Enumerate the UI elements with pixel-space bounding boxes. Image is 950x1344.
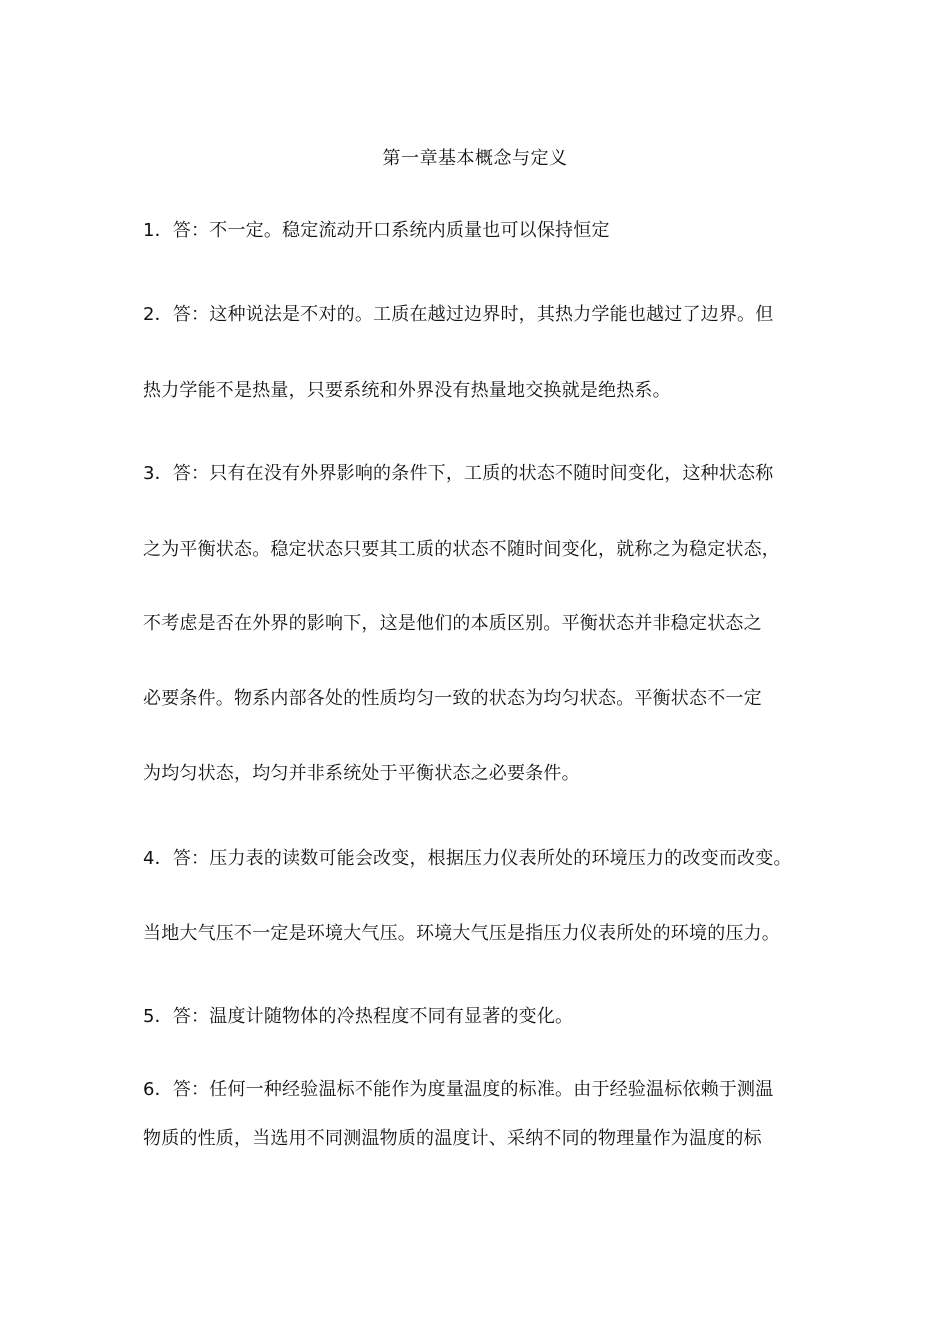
answer-1-line-1: 1．答：不一定。稳定流动开口系统内质量也可以保持恒定 [143,220,610,241]
answer-3-line-3: 不考虑是否在外界的影响下，这是他们的本质区别。平衡状态并非稳定状态之 [143,613,762,634]
answer-5-line-1: 5．答：温度计随物体的冷热程度不同有显著的变化。 [143,1006,574,1027]
answer-3-line-1: 3．答：只有在没有外界影响的条件下，工质的状态不随时间变化，这种状态称 [143,463,774,484]
answer-2-line-1: 2．答：这种说法是不对的。工质在越过边界时，其热力学能也越过了边界。但 [143,304,774,325]
answer-3-line-4: 必要条件。物系内部各处的性质均匀一致的状态为均匀状态。平衡状态不一定 [143,688,762,709]
answer-3-line-5: 为均匀状态，均匀并非系统处于平衡状态之必要条件。 [143,763,580,784]
answer-4-line-2: 当地大气压不一定是环境大气压。环境大气压是指压力仪表所处的环境的压力。 [143,923,780,944]
answer-6-line-1: 6．答：任何一种经验温标不能作为度量温度的标准。由于经验温标依赖于测温 [143,1079,774,1100]
answer-2-line-2: 热力学能不是热量，只要系统和外界没有热量地交换就是绝热系。 [143,380,671,401]
answer-4-line-1: 4．答：压力表的读数可能会改变，根据压力仪表所处的环境压力的改变而改变。 [143,848,792,869]
answer-6-line-2: 物质的性质，当选用不同测温物质的温度计、采纳不同的物理量作为温度的标 [143,1128,762,1149]
chapter-title: 第一章基本概念与定义 [382,148,568,169]
answer-3-line-2: 之为平衡状态。稳定状态只要其工质的状态不随时间变化，就称之为稳定状态， [143,539,780,560]
